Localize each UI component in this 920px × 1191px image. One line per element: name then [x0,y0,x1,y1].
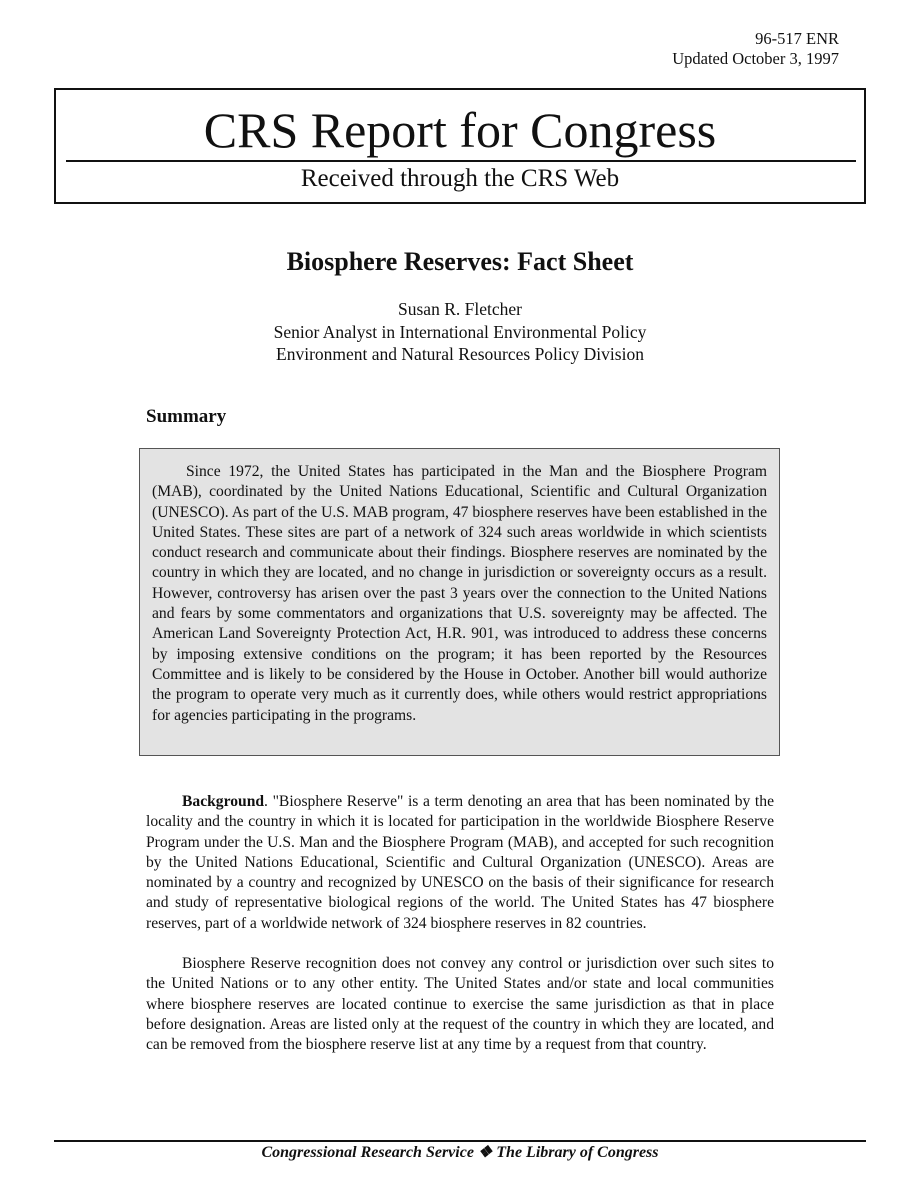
background-paragraph [146,792,774,934]
author-block [0,298,920,366]
author-division: Environment and Natural Resources Policy Division [276,344,644,364]
footer-text: Congressional Research Service ❖ The Library of Congress [261,1144,659,1161]
body-text [146,792,774,1056]
background-run-in-heading: Background [182,793,265,810]
masthead-subtitle: Received through the CRS Web [300,165,620,192]
jurisdiction-paragraph: Biosphere Reserve recognition does not convey any control or jurisdiction over such sites to the United Nations or to any other entity. The United States and/or state and local communities where biosphere reserves are located continue to exercise the same jurisdiction as that in place before designation. Areas are listed only at the request of the country in which they are located, and can be removed from the biosphere reserve list at any time by a request from that country. [146,955,774,1054]
masthead-title: CRS Report for Congress [203,102,717,158]
report-identifier [672,29,839,69]
masthead-rule [66,160,856,162]
report-number: 96-517 ENR [755,29,839,48]
document-title: Biosphere Reserves: Fact Sheet [286,247,634,276]
summary-box [139,448,780,756]
author-position: Senior Analyst in International Environmental Policy [273,321,647,342]
background-text: . "Biosphere Reserve" is a term denoting an area that has been nominated by the locality and the country in which it is located for participation in the worldwide Biosphere Reserve Program under the U.S. Man and the Biosphere Program (MAB), and accepted for such recognition by the United Nations Educational, Scientific and Cultural Organization (UNESCO). Areas are nominated by a country and recognized by UNESCO on the basis of their significance for research and study of representative biological regions of the world. The United States has 47 biosphere reserves, part of a worldwide network of 324 biosphere reserves in 82 countries. [146,793,774,932]
updated-date: Updated October 3, 1997 [672,49,839,68]
masthead [54,88,866,204]
footer-rule [54,1140,866,1142]
author-name: Susan R. Fletcher [398,299,522,319]
summary-text: Since 1972, the United States has participated in the Man and the Biosphere Program (MAB), coordinated by the United Nations Educational, Scientific and Cultural Organization (UNESCO). As part of the U.S. MAB program, 47 biosphere reserves have been established in the United States. These sites are part of a network of 324 such areas worldwide in which scientists conduct research and communicate about their findings. Biosphere reserves are nominated by the country in which they are located, and no change in jurisdiction or sovereignty occurs as a result. However, controversy has arisen over the past 3 years over the connection to the United Nations and fears by some commentators and organizations that U.S. sovereignty may be affected. The American Land Sovereignty Protection Act, H.R. 901, was introduced to address these concerns by imposing extensive conditions on the program; it has been reported by the Resources Committee and is likely to be considered by the House in October. Another bill would authorize the program to operate very much as it currently does, while others would restrict appropriations for agencies participating in the programs. [152,463,767,724]
summary-heading: Summary [146,406,227,427]
